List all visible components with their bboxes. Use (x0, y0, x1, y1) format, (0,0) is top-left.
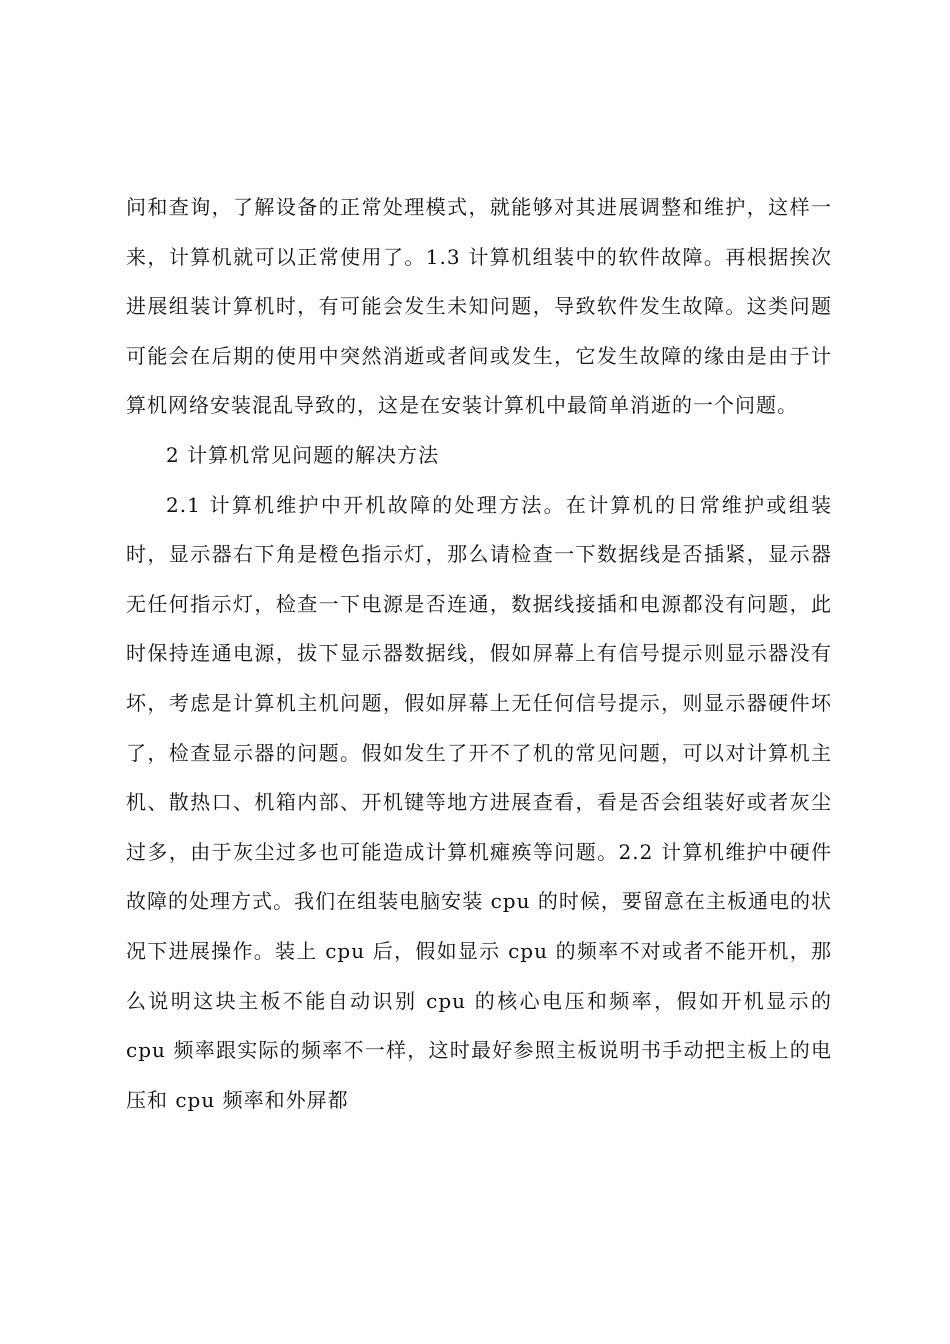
section-heading-solutions: 2 计算机常见问题的解决方法 (166, 442, 440, 467)
paragraph-software-fault: 问和查询，了解设备的正常处理模式，就能够对其进展调整和维护，这样一来，计算机就可以正常使用了。1.3 计算机组装中的软件故障。再根据挨次进展组装计算机时，有可能会发生未知问题，导致软件发生故障。这类问题可能会在后期的使用中突然消逝或者间或发生，它发生故障的缘由是由于计算机网络安装混乱导致的，这是在安装计算机中最简单消逝的一个问题。 (126, 195, 832, 418)
document-body (126, 183, 832, 1125)
paragraph-boot-hardware-fault: 2.1 计算机维护中开机故障的处理方法。在计算机的日常维护或组装时，显示器右下角是橙色指示灯，那么请检查一下数据线是否插紧，显示器无任何指示灯，检查一下电源是否连通，数据线接插和电源都没有问题，此时保持连通电源，拔下显示器数据线，假如屏幕上有信号提示则显示器没有坏，考虑是计算机主机问题，假如屏幕上无任何信号提示，则显示器硬件坏了，检查显示器的问题。假如发生了开不了机的常见问题，可以对计算机主机、散热口、机箱内部、开机键等地方进展查看，看是否会组装好或者灰尘过多，由于灰尘过多也可能造成计算机瘫痪等问题。2.2 计算机维护中硬件故障的处理方式。我们在组装电脑安装 cpu 的时候，要留意在主板通电的状况下进展操作。装上 cpu 后，假如显示 cpu 的频率不对或者不能开机，那么说明这块主板不能自动识别 cpu 的核心电压和频率，假如开机显示的 cpu 频率跟实际的频率不一样，这时最好参照主板说明书手动把主板上的电压和 cpu 频率和外屏都 (126, 492, 832, 1112)
